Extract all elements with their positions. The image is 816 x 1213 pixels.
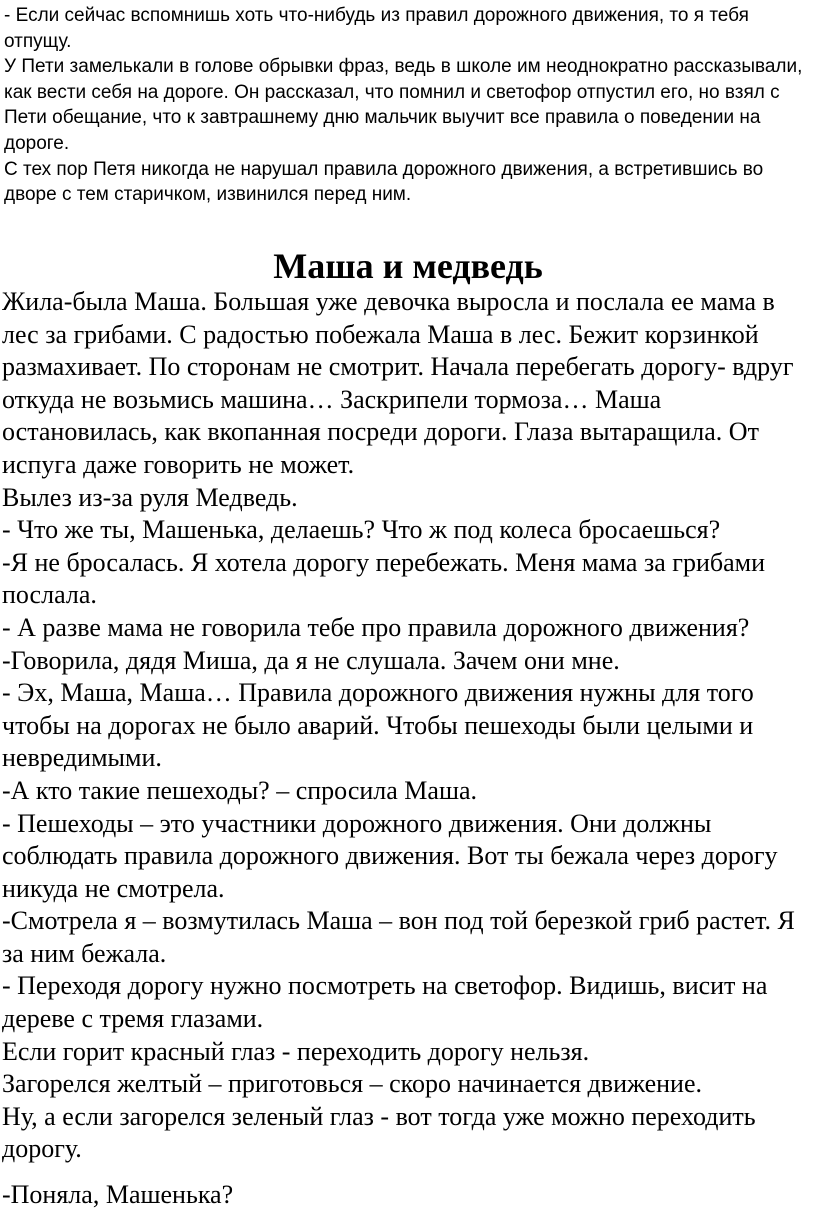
intro-section [4,3,810,208]
intro-paragraph: - Если сейчас вспомнишь хоть что-нибудь из правил дорожного движения, то я тебя отпущу. [4,5,749,52]
story-paragraph: Вылез из-за руля Медведь. [2,482,298,512]
story-paragraph: - Эх, Маша, Маша… Правила дорожного движения нужны для того чтобы на дорогах не было аварий. Чтобы пешеходы были целыми и невредимыми. [2,678,754,773]
story-paragraph: - Что же ты, Машенька, делаешь? Что ж под колеса бросаешься? [2,515,721,545]
story-paragraph: -Я не бросалась. Я хотела дорогу перебежать. Меня мама за грибами послала. [2,547,766,610]
story-paragraph: - А разве мама не говорила тебе про правила дорожного движения? [2,612,750,642]
story-paragraph: Загорелся желтый – приготовься – скоро начинается движение. [2,1069,703,1099]
story-paragraph: -Смотрела я – возмутилась Маша – вон под той березкой гриб растет. Я за ним бежала. [2,906,795,968]
story-last-line: -Поняла, Машенька? [2,1180,234,1209]
story-paragraph: - Переходя дорогу нужно посмотреть на светофор. Видишь, висит на дереве с тремя глазами. [2,971,768,1034]
story-paragraph: -Говорила, дядя Миша, да я не слушала. Зачем они мне. [2,645,620,675]
story-paragraph: Жила-была Маша. Большая уже девочка выросла и послала ее мама в лес за грибами. С радостью побежала Маша в лес. Бежит корзинкой размахивает. По сторонам не смотрит. Начала перебегать дорогу- вдруг откуда не возьмись машина… Заскрипели тормоза… Маша остановилась, как вкопанная посреди дороги. Глаза вытаращила. От испуга даже говорить не может. [2,287,794,479]
story-paragraph: Ну, а если загорелся зеленый глаз - вот тогда уже можно переходить дорогу. [2,1101,756,1164]
intro-paragraph: С тех пор Петя никогда не нарушал правила дорожного движения, а встретившись во дворе с тем старичком, извинился перед ним. [4,158,764,206]
story-paragraph: Если горит красный глаз - переходить дорогу нельзя. [2,1036,590,1066]
intro-paragraph: У Пети замелькали в голове обрывки фраз, ведь в школе им неоднократно рассказывали, как вести себя на дороге. Он рассказал, что помнил и светофор отпустил его, но взял с Пети обещание, что к завтрашнему дню мальчик выучит все правила о поведении на дороге. [4,56,803,154]
story-paragraph: - Пешеходы – это участники дорожного движения. Они должны соблюдать правила дорожного движения. Вот ты бежала через дорогу никуда не смотрела. [2,808,778,903]
story-body [2,286,814,1166]
story-title: Маша и медведь [273,246,543,286]
story-paragraph: -А кто такие пешеходы? – спросила Маша. [2,775,478,805]
